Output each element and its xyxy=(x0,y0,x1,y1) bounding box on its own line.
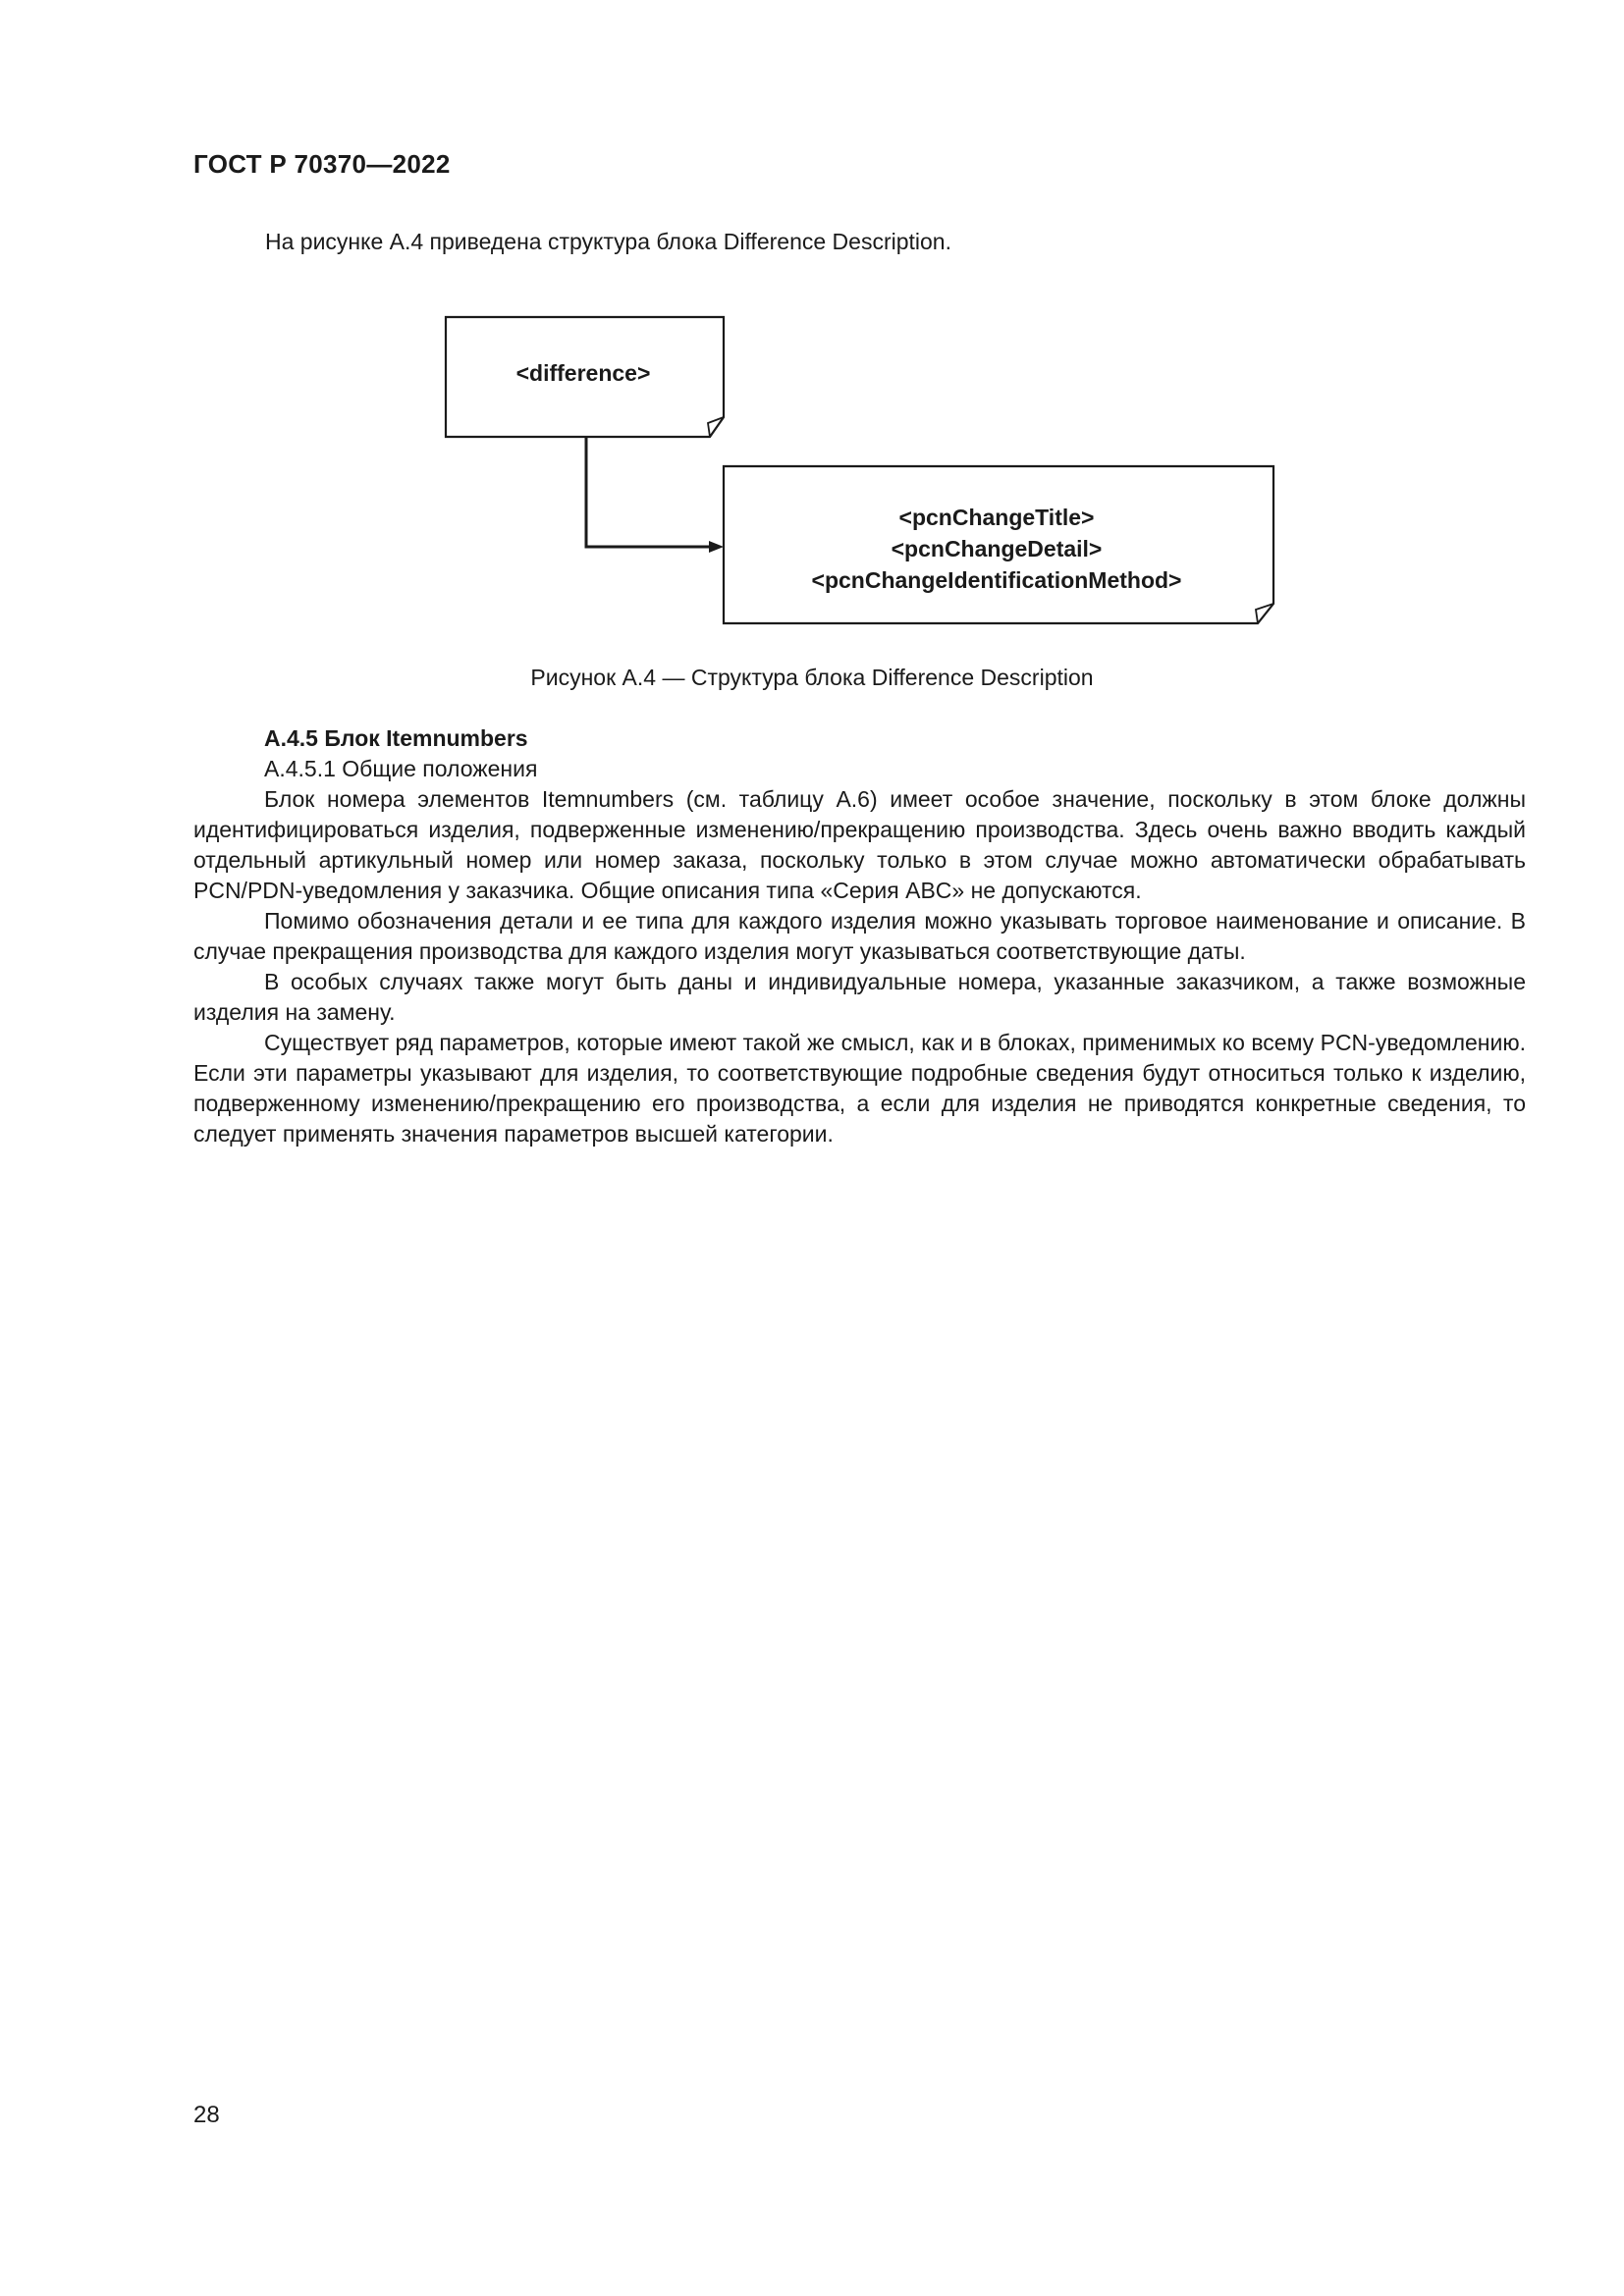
pcn-change-title-label: <pcnChangeTitle> xyxy=(898,505,1095,530)
document-code-header: ГОСТ Р 70370—2022 xyxy=(193,149,451,179)
paragraph: Блок номера элементов Itemnumbers (см. таблицу А.6) имеет особое значение, поскольку в этом блоке должны идентифицироваться изделия, подверженные изменению/прекращению производства. Здесь очень важно вводить каждый отдельный артикульный номер или номер заказа, поскольку только в этом случае можно автоматически обрабатывать PCN/PDN-уведомления у заказчика. Общие описания типа «Серия ABC» не допускаются. xyxy=(193,786,1526,903)
figure-caption: Рисунок А.4 — Структура блока Difference Description xyxy=(530,665,1094,690)
section-itemnumbers xyxy=(193,723,1526,1149)
difference-box-label: <difference> xyxy=(515,360,651,386)
section-title: А.4.5 Блок Itemnumbers xyxy=(264,725,528,751)
connector-arrow xyxy=(586,437,724,553)
pcn-change-detail-label: <pcnChangeDetail> xyxy=(891,536,1103,561)
paragraph: В особых случаях также могут быть даны и индивидуальные номера, указанные заказчиком, а также возможные изделия на замену. xyxy=(193,969,1526,1025)
subsection-title: А.4.5.1 Общие положения xyxy=(264,756,538,781)
paragraph: Помимо обозначения детали и ее типа для каждого изделия можно указывать торговое наименование и описание. В случае прекращения производства для каждого изделия могут указываться соответствующие даты. xyxy=(193,908,1526,964)
page-number: 28 xyxy=(193,2102,220,2128)
structure-diagram xyxy=(432,309,1276,633)
paragraph: Существует ряд параметров, которые имеют такой же смысл, как и в блоках, применимых ко всему PCN-уведомлению. Если эти параметры указывают для изделия, то соответствующие подробные сведения будут относиться только к изделию, подверженному изменению/прекращению его производства, а если для изделия не приводятся конкретные сведения, то следует применять значения параметров высшей категории. xyxy=(193,1030,1526,1147)
intro-paragraph: На рисунке А.4 приведена структура блока Difference Description. xyxy=(265,229,951,254)
pcn-change-box-labels xyxy=(722,502,1272,596)
pcn-change-identification-method-label: <pcnChangeIdentificationMethod> xyxy=(811,567,1182,593)
